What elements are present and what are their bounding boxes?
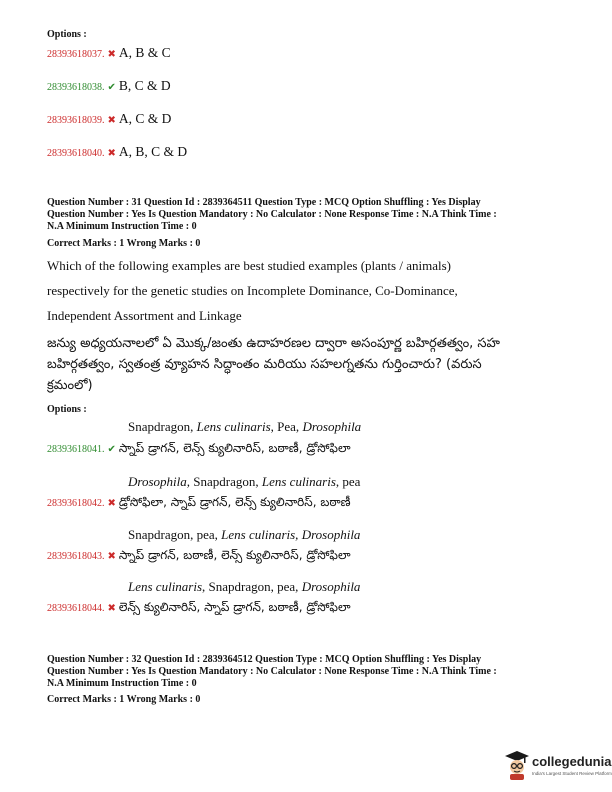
options-label: Options : [47,29,87,40]
italic-run: Lens culinaris [261,474,336,489]
option-id: 28393618037. [47,49,105,60]
text-run: Snapdragon, [190,474,262,489]
meta-line: Question Number : Yes Is Question Mandatory : No Calculator : None Response Time : N.A Think Time : [47,209,497,220]
cross-icon: ✖ [107,603,116,614]
meta-line: Question Number : 32 Question Id : 2839364512 Question Type : MCQ Option Shuffling : Yes Display [47,654,482,665]
meta-line: Question Number : Yes Is Question Mandatory : No Calculator : None Response Time : N.A Think Time : [47,666,497,677]
option-english [128,419,361,435]
italic-run: Lens culinaris [128,579,203,594]
question-text [47,253,569,328]
option-id: 28393618041. [47,444,105,455]
telugu-line: జన్యు అధ్యయనాలలో ఏ మొక్క/జంతు ఉదాహరణల ద్వారా అసంపూర్ణ బహిర్గతత్వం, సహ [47,336,500,351]
italic-run: Drosophila [302,419,362,434]
text-run: , Snapdragon, pea, [202,579,302,594]
option-id: 28393618039. [47,115,105,126]
option-row [47,598,351,617]
logo-tagline: India's Largest Student Review Platform [532,771,612,776]
marks-info: Correct Marks : 1 Wrong Marks : 0 [47,694,201,705]
check-icon: ✔ [107,82,116,93]
text-run: Snapdragon, pea, [128,527,222,542]
italic-run: Lens culinaris [196,419,271,434]
option-row [47,110,171,128]
option-id: 28393618044. [47,603,105,614]
option-text: B, C & D [118,78,171,93]
option-telugu: స్నాప్ డ్రాగన్, లెన్స్ క్యులినారిస్, బఠాణీ, డ్రోసోఫిలా [118,441,351,455]
text-run: , Pea, [270,419,303,434]
meta-line: N.A Minimum Instruction Time : 0 [47,678,197,689]
question-line: respectively for the genetic studies on Incomplete Dominance, Co-Dominance, [47,283,458,298]
option-english [128,474,360,490]
telugu-line: బహిర్గతత్వం, స్వతంత్ర వ్యూహన సిద్ధాంతం మరియు సహలగ్నతను గుర్తించారు? (వరుస [47,357,482,372]
collegedunia-logo [504,746,612,788]
option-row [47,493,351,512]
option-id: 28393618038. [47,82,105,93]
cross-icon: ✖ [107,498,116,509]
italic-run: Lens culinaris, [221,527,299,542]
cross-icon: ✖ [107,148,116,159]
logo-wordmark: collegedunia [532,754,612,769]
cross-icon: ✖ [107,551,116,562]
option-id: 28393618043. [47,551,105,562]
option-row [47,44,171,62]
question-meta [47,654,567,690]
option-row [47,143,187,161]
cross-icon: ✖ [107,115,116,126]
telugu-line: క్రమంలో) [47,378,93,393]
marks-info: Correct Marks : 1 Wrong Marks : 0 [47,238,201,249]
option-row [47,439,351,458]
option-telugu: లెన్స్ క్యులినారిస్, స్నాప్ డ్రాగన్, బఠాణీ, డ్రోసోఫిలా [118,600,351,614]
check-icon: ✔ [107,444,116,455]
italic-run: Drosophila [301,579,361,594]
option-id: 28393618040. [47,148,105,159]
option-english [128,527,360,543]
option-text: A, B & C [118,45,171,60]
question-text-telugu [47,333,572,396]
options-label: Options : [47,404,87,415]
option-row [47,77,171,95]
option-english [128,579,360,595]
question-line: Which of the following examples are best studied examples (plants / animals) [47,258,451,273]
option-text: A, C & D [118,111,172,126]
italic-run: Drosophila, [128,474,190,489]
option-telugu: స్నాప్ డ్రాగన్, బఠాణీ, లెన్స్ క్యులినారిస్, డ్రోసోఫిలా [118,548,351,562]
question-line: Independent Assortment and Linkage [47,308,242,323]
cross-icon: ✖ [107,49,116,60]
text-run: , pea [335,474,361,489]
mascot-icon [504,750,530,780]
option-telugu: డ్రోసోఫిలా, స్నాప్ డ్రాగన్, లెన్స్ క్యులినారిస్, బఠాణీ [118,495,351,509]
text-run: Snapdragon, [128,419,197,434]
option-id: 28393618042. [47,498,105,509]
meta-line: Question Number : 31 Question Id : 2839364511 Question Type : MCQ Option Shuffling : Yes Display [47,197,481,208]
question-meta [47,197,567,233]
italic-run: Drosophila [301,527,361,542]
option-text: A, B, C & D [118,144,188,159]
meta-line: N.A Minimum Instruction Time : 0 [47,221,197,232]
option-row [47,546,351,565]
